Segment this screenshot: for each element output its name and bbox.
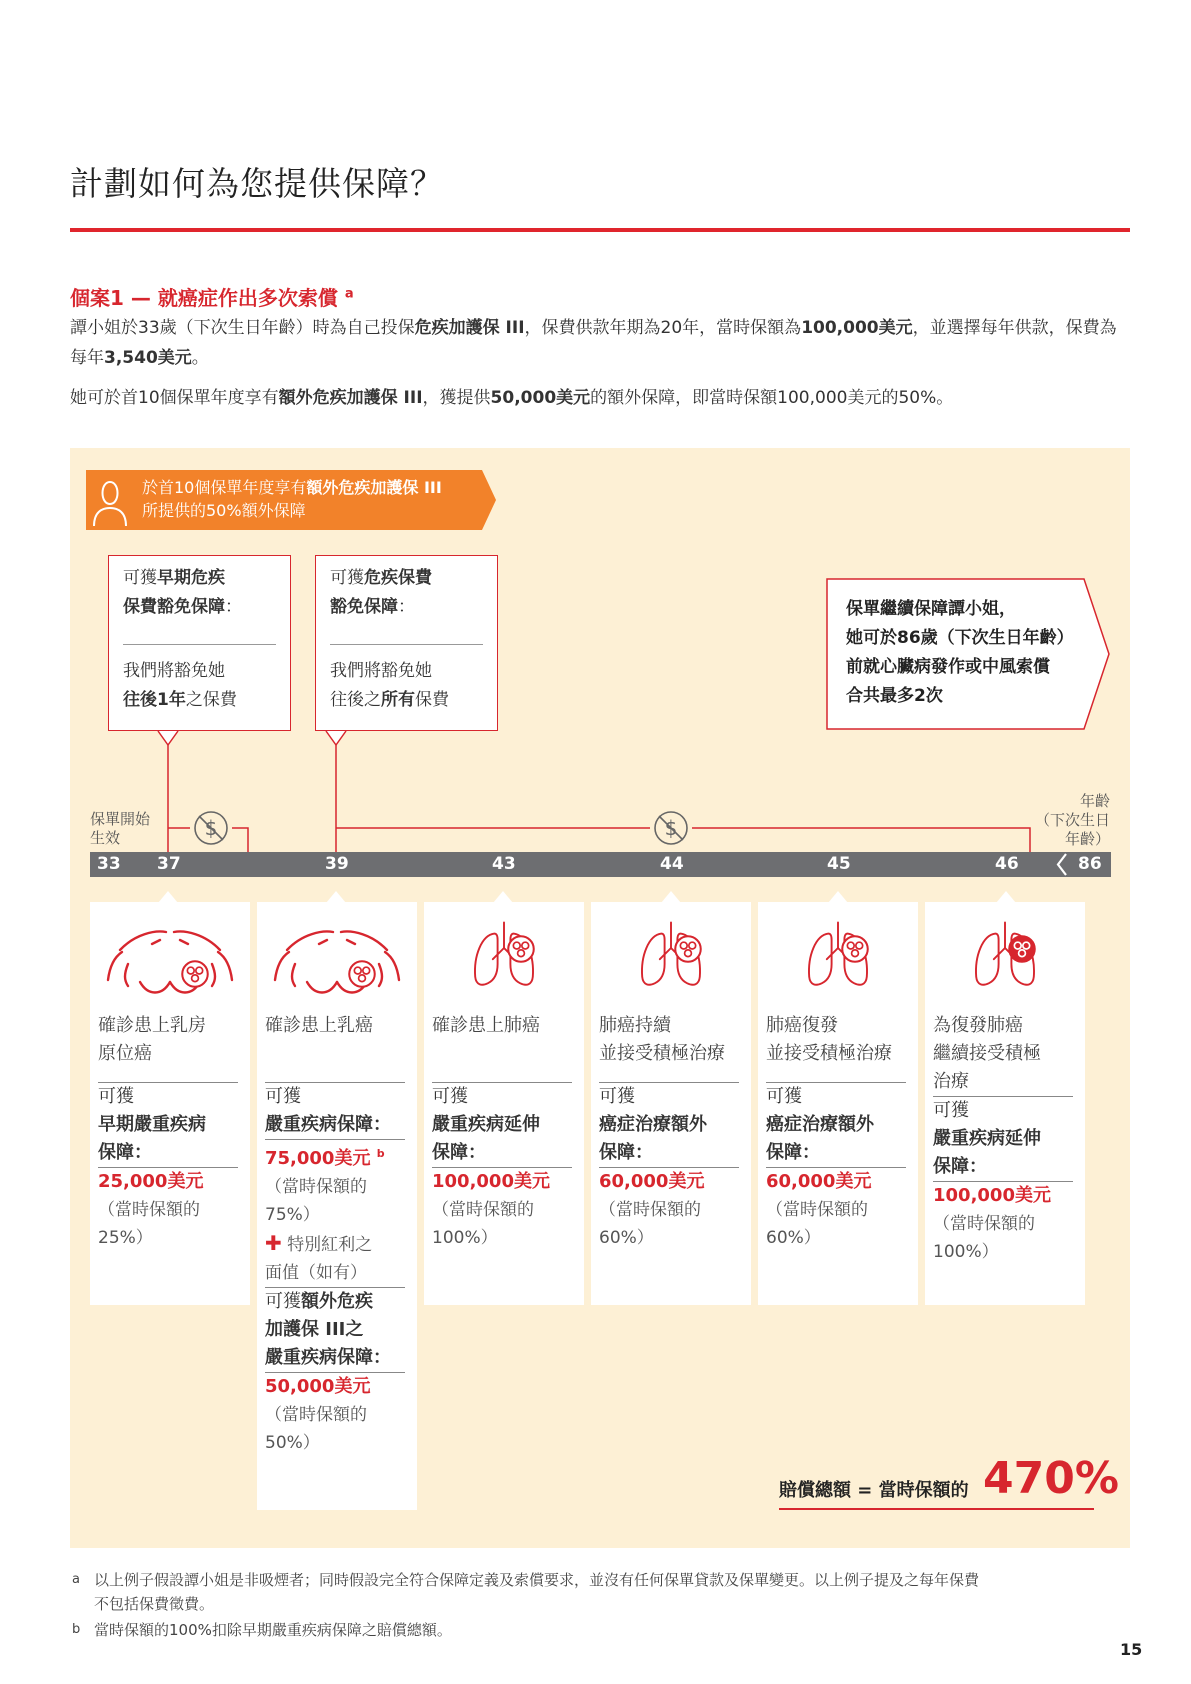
total-underline: [779, 1508, 1094, 1510]
card-benefit-text: 可獲: [98, 1086, 134, 1107]
card-diagnosis: 確診患上乳房: [98, 1015, 206, 1036]
total-claim-percentage: 470%: [983, 1453, 1119, 1504]
age-axis-text: 年齡）: [1064, 830, 1110, 848]
banner-line2: 所提供的50%額外保障: [142, 501, 306, 520]
age-tick: 44: [660, 854, 684, 874]
card-amount: 25,000美元: [98, 1171, 204, 1192]
card-note: 75%）: [265, 1205, 320, 1225]
lung-icon: [424, 902, 584, 1002]
lung-icon-red: [925, 902, 1085, 1002]
card-benefit-name: 嚴重疾病保障：: [265, 1114, 391, 1135]
card-amount: 75,000美元: [265, 1148, 371, 1169]
footnote-a: [72, 1568, 1132, 1616]
age-axis-label: [1010, 792, 1110, 849]
card-benefit-name: 癌症治療額外: [599, 1114, 707, 1135]
para1-premium: 3,540美元: [104, 348, 192, 368]
card-amount: 100,000美元: [933, 1185, 1051, 1206]
card-note: （當時保額的: [265, 1177, 367, 1197]
ci-waiver-text: 可獲: [330, 568, 364, 588]
card-note: （當時保額的: [933, 1214, 1035, 1234]
card-benefit-name: 癌症治療額外: [766, 1114, 874, 1135]
card-amount: 60,000美元: [766, 1171, 872, 1192]
card-benefit-text: 可獲: [599, 1086, 635, 1107]
card-benefit-name: 保障：: [599, 1142, 653, 1163]
card-note: （當時保額的: [599, 1200, 701, 1220]
para2-amount: 50,000美元: [490, 388, 591, 408]
card-benefit-text: 可獲: [766, 1086, 802, 1107]
age-axis-text: 年齡: [1079, 792, 1110, 810]
early-waiver-text: 可獲: [123, 568, 157, 588]
card-note: 25%）: [98, 1228, 153, 1248]
card-benefit-text: 可獲: [265, 1086, 301, 1107]
card-note: （當時保額的: [766, 1200, 868, 1220]
claim-card-age-39: [257, 902, 417, 1510]
breast-icon: [90, 902, 250, 1002]
card-note: 60%）: [599, 1228, 654, 1248]
ci-waiver-text: 危疾保費: [364, 568, 432, 588]
ci-waiver-text: 豁免保障: [330, 597, 398, 617]
age-axis-bar: [90, 852, 1111, 877]
age-tick: 37: [157, 854, 181, 874]
page-title: 計劃如何為您提供保障？: [70, 164, 444, 203]
footnote-text: 當時保額的100%扣除早期嚴重疾病保障之賠償總額。: [94, 1621, 452, 1639]
premium-waived-icon: [195, 812, 227, 844]
card-diagnosis: 確診患上肺癌: [432, 1015, 540, 1036]
continuing-text: 合共最多2次: [846, 686, 943, 706]
card-benefit-text: 可獲: [432, 1086, 468, 1107]
para2-seg: 她可於首10個保單年度享有: [70, 388, 279, 408]
ci-waiver-text: 我們將豁免她: [330, 661, 432, 681]
card-benefit-name: 保障：: [98, 1142, 152, 1163]
card-extra-name: 額外危疾: [301, 1291, 373, 1312]
policy-start-label: [90, 810, 150, 848]
policy-start-text: 生效: [90, 829, 121, 847]
age-tick: 45: [827, 854, 851, 874]
footnote-text: 不包括保費徵費。: [94, 1595, 215, 1613]
premium-waived-icon: [655, 812, 687, 844]
card-benefit-name: 保障：: [766, 1142, 820, 1163]
card-diagnosis: 為復發肺癌: [933, 1015, 1023, 1036]
card-bonus: 特別紅利之: [287, 1235, 373, 1255]
card-benefit-name: 嚴重疾病延伸: [933, 1128, 1041, 1149]
card-diagnosis: 肺癌復發: [766, 1015, 838, 1036]
age-tick: 86: [1078, 854, 1102, 874]
para1-seg: 譚小姐於33歲（下次生日年齡）時為自己投保: [70, 318, 415, 338]
card-diagnosis: 並接受積極治療: [766, 1043, 892, 1064]
claim-card-age-43: [424, 902, 584, 1305]
card-benefit-name: 保障：: [432, 1142, 486, 1163]
card-diagnosis: 並接受積極治療: [599, 1043, 725, 1064]
early-waiver-text: 早期危疾: [157, 568, 225, 588]
card-diagnosis: 肺癌持續: [599, 1015, 671, 1036]
case-title-text: 個案1 — 就癌症作出多次索償: [70, 286, 338, 310]
card-note: 100%）: [933, 1242, 999, 1262]
card-benefit-name: 保障：: [933, 1156, 987, 1177]
claim-card-age-37: [90, 902, 250, 1305]
case-footnote-mark: a: [344, 286, 354, 302]
claim-card-age-46: [925, 902, 1085, 1305]
banner-plan-name: 額外危疾加護保 III: [306, 478, 442, 497]
card-note: 100%）: [432, 1228, 498, 1248]
claim-card-age-44: [591, 902, 751, 1305]
total-claim-label: 賠償總額 = 當時保額的: [779, 1480, 969, 1501]
axis-break-icon: [1054, 852, 1072, 877]
para1-plan-name: 危疾加護保 III: [414, 318, 525, 338]
ci-waiver-text: ：: [398, 597, 415, 617]
para2-plan-name: 額外危疾加護保 III: [278, 388, 423, 408]
card-benefit-name: 嚴重疾病延伸: [432, 1114, 540, 1135]
card-diagnosis: 確診患上乳癌: [265, 1015, 373, 1036]
banner-line1: 於首10個保單年度享有: [142, 478, 307, 497]
card-benefit-text: 可獲: [933, 1100, 969, 1121]
page-number: 15: [1120, 1640, 1143, 1659]
card-footnote-mark: b: [376, 1147, 385, 1160]
continuing-text: 前就心臟病發作或中風索償: [846, 657, 1050, 677]
age-tick: 43: [492, 854, 516, 874]
footnote-b: [72, 1618, 1132, 1642]
early-waiver-period: 往後1年: [123, 690, 186, 710]
lung-icon: [591, 902, 751, 1002]
card-amount: 60,000美元: [599, 1171, 705, 1192]
age-tick: 39: [325, 854, 349, 874]
breast-icon: [257, 902, 417, 1002]
svg-text:$: $: [204, 816, 218, 840]
svg-text:$: $: [664, 816, 678, 840]
card-extra-name: 嚴重疾病保障：: [265, 1347, 391, 1368]
ci-waiver-all: 所有: [381, 690, 415, 710]
card-note: 50%）: [265, 1433, 320, 1453]
card-bonus: 面值（如有）: [265, 1263, 367, 1283]
age-axis-text: （下次生日: [1034, 811, 1110, 829]
continuing-text: 保單繼續保障譚小姐，: [846, 599, 1016, 619]
para1-seg: 。: [191, 348, 209, 368]
para1-seg: ，並選擇每年供款，保費為每年: [70, 318, 1117, 368]
early-waiver-text: 保費豁免保障: [123, 597, 225, 617]
early-waiver-text: 我們將豁免她: [123, 661, 225, 681]
card-note: （當時保額的: [98, 1200, 200, 1220]
ci-waiver-text: 往後之: [330, 690, 381, 710]
early-waiver-text: 之保費: [185, 690, 237, 710]
age-tick: 33: [97, 854, 121, 874]
card-diagnosis: 原位癌: [98, 1043, 152, 1064]
policy-start-text: 保單開始: [90, 810, 151, 828]
para2-seg: ，獲提供: [422, 388, 491, 408]
card-diagnosis: 治療: [933, 1071, 969, 1092]
early-waiver-text: ：: [225, 597, 242, 617]
card-amount: 100,000美元: [432, 1171, 550, 1192]
para1-seg: ，保費供款年期為20年，當時保額為: [524, 318, 802, 338]
footnote-text: 以上例子假設譚小姐是非吸煙者；同時假設完全符合保障定義及索償要求，並沒有任何保單貸款及保單變更。以上例子提及之每年保費: [94, 1571, 980, 1589]
card-note: （當時保額的: [265, 1405, 367, 1425]
card-extra-name: 加護保 III之: [265, 1319, 364, 1340]
continuing-text: 她可於86歲（下次生日年齡）: [846, 628, 1074, 648]
claim-card-age-45: [758, 902, 918, 1305]
card-benefit-name: 早期嚴重疾病: [98, 1114, 206, 1135]
card-diagnosis: 繼續接受積極: [933, 1043, 1041, 1064]
para1-sum-insured: 100,000美元: [801, 318, 913, 338]
card-extra-amount: 50,000美元: [265, 1376, 371, 1397]
plus-icon: ✚: [265, 1231, 282, 1255]
para2-seg: 的額外保障，即當時保額100,000美元的50%。: [590, 388, 954, 408]
ci-waiver-text: 保費: [415, 690, 449, 710]
footnote-mark: a: [72, 1572, 80, 1587]
card-note: 60%）: [766, 1228, 821, 1248]
card-note: （當時保額的: [432, 1200, 534, 1220]
card-extra-text: 可獲: [265, 1291, 301, 1312]
lung-icon: [758, 902, 918, 1002]
footnote-mark: b: [72, 1622, 81, 1637]
age-tick: 46: [995, 854, 1019, 874]
